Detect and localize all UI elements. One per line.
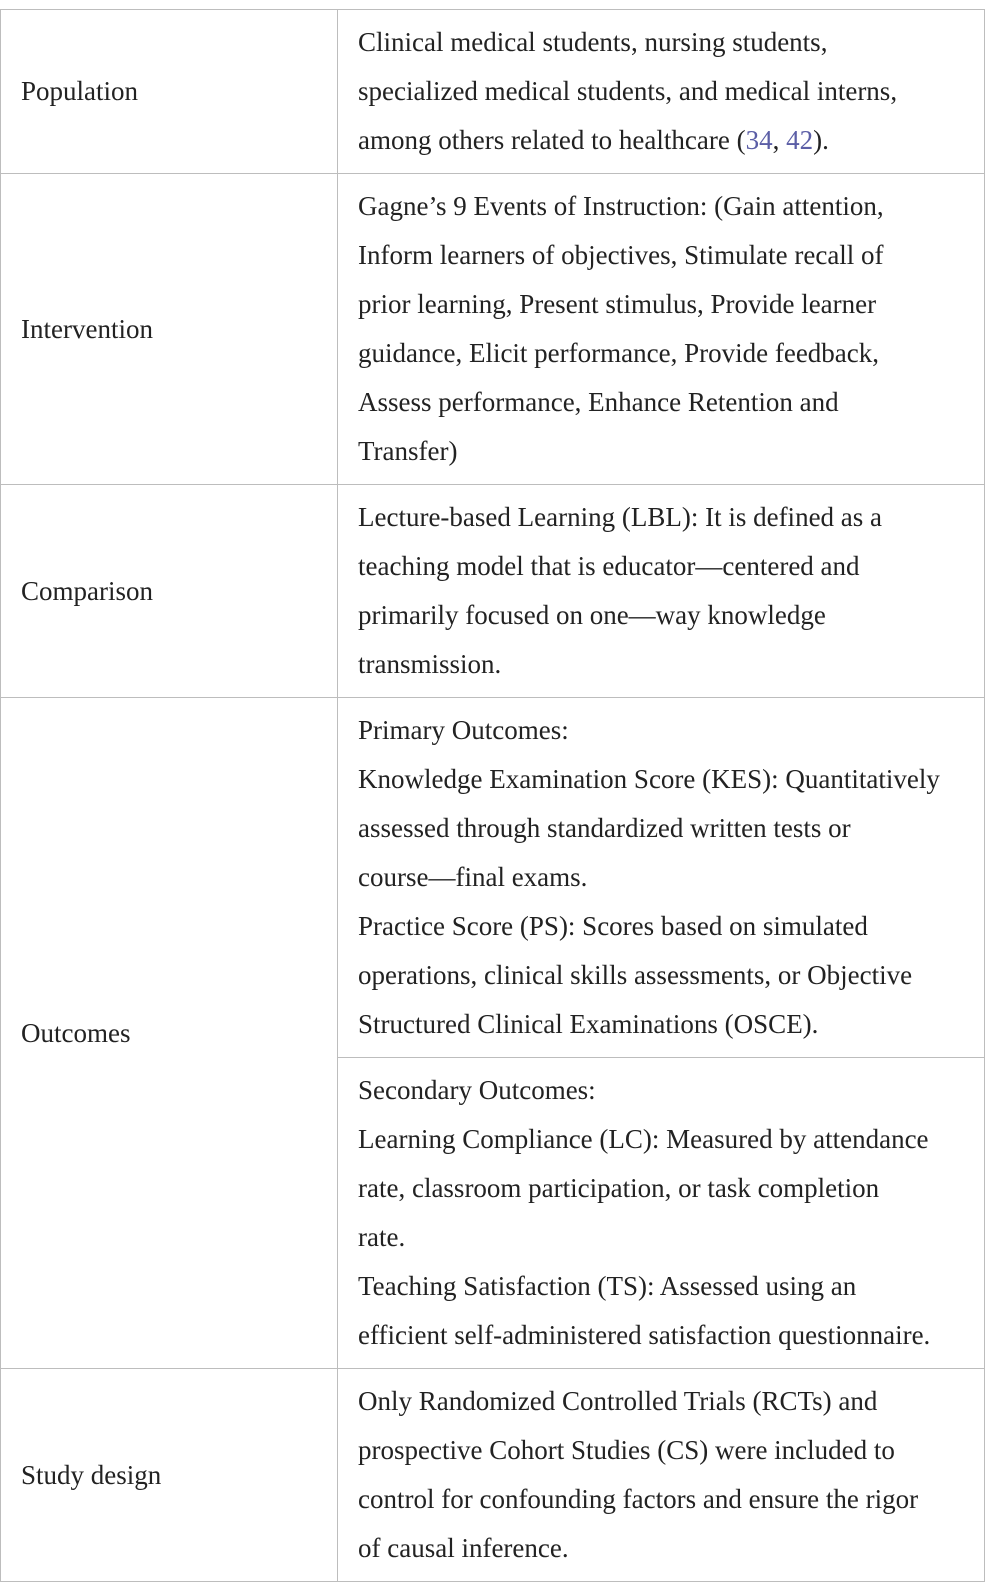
comparison-line-2: teaching model that is educator—centered and	[358, 551, 860, 581]
primary-outcomes-line-3: assessed through standardized written tests or	[358, 813, 851, 843]
intervention-line-1: Gagne’s 9 Events of Instruction: (Gain attention,	[358, 191, 884, 221]
reference-link-34[interactable]: 34	[745, 125, 773, 155]
table-row-population	[1, 10, 985, 174]
population-line-3	[358, 116, 982, 165]
population-description	[338, 10, 985, 174]
intervention-line-5: Assess performance, Enhance Retention and	[358, 387, 839, 417]
comparison-description	[338, 485, 985, 698]
population-line-2: specialized medical students, and medical interns,	[358, 76, 898, 106]
comparison-line-4: transmission.	[358, 649, 502, 679]
outcomes-label: Outcomes	[1, 698, 338, 1369]
intervention-line-2: Inform learners of objectives, Stimulate recall of	[358, 240, 884, 270]
comparison-label: Comparison	[1, 485, 338, 698]
table-row-comparison	[1, 485, 985, 698]
intervention-line-6: Transfer)	[358, 436, 458, 466]
intervention-label: Intervention	[1, 174, 338, 485]
primary-outcomes-heading: Primary Outcomes:	[358, 715, 569, 745]
study-design-line-2: prospective Cohort Studies (CS) were included to	[358, 1435, 895, 1465]
study-design-line-1: Only Randomized Controlled Trials (RCTs) and	[358, 1386, 878, 1416]
primary-outcomes-line-2: Knowledge Examination Score (KES): Quantitatively	[358, 764, 940, 794]
table-row-intervention	[1, 174, 985, 485]
table-row-outcomes-primary	[1, 698, 985, 1058]
reference-link-42[interactable]: 42	[786, 125, 814, 155]
study-design-label: Study design	[1, 1369, 338, 1582]
comparison-line-1: Lecture-based Learning (LBL): It is defined as a	[358, 502, 883, 532]
intervention-line-3: prior learning, Present stimulus, Provide learner	[358, 289, 877, 319]
secondary-outcomes-heading: Secondary Outcomes:	[358, 1075, 596, 1105]
intervention-description	[338, 174, 985, 485]
study-design-line-4: of causal inference.	[358, 1533, 569, 1563]
intervention-line-4: guidance, Elicit performance, Provide feedback,	[358, 338, 880, 368]
secondary-outcomes-line-2: Learning Compliance (LC): Measured by attendance	[358, 1124, 929, 1154]
population-line-3-text: among others related to healthcare (	[358, 125, 746, 155]
primary-outcomes-line-4: course—final exams.	[358, 862, 588, 892]
comparison-line-3: primarily focused on one—way knowledge	[358, 600, 826, 630]
secondary-outcomes-line-6: efficient self-administered satisfaction questionnaire.	[358, 1320, 931, 1350]
primary-outcomes-description	[338, 698, 985, 1058]
secondary-outcomes-line-4: rate.	[358, 1222, 406, 1252]
population-line-3-end: ).	[813, 125, 829, 155]
table-row-study-design	[1, 1369, 985, 1582]
secondary-outcomes-line-3: rate, classroom participation, or task completion	[358, 1173, 880, 1203]
secondary-outcomes-description	[338, 1058, 985, 1369]
population-line-1: Clinical medical students, nursing students,	[358, 27, 828, 57]
pico-criteria-table	[0, 9, 985, 1582]
study-design-description	[338, 1369, 985, 1582]
primary-outcomes-line-7: Structured Clinical Examinations (OSCE).	[358, 1009, 819, 1039]
primary-outcomes-line-6: operations, clinical skills assessments, or Objective	[358, 960, 913, 990]
secondary-outcomes-line-5: Teaching Satisfaction (TS): Assessed using an	[358, 1271, 857, 1301]
reference-separator: ,	[772, 125, 787, 155]
population-label: Population	[1, 10, 338, 174]
study-design-line-3: control for confounding factors and ensure the rigor	[358, 1484, 919, 1514]
primary-outcomes-line-5: Practice Score (PS): Scores based on simulated	[358, 911, 868, 941]
